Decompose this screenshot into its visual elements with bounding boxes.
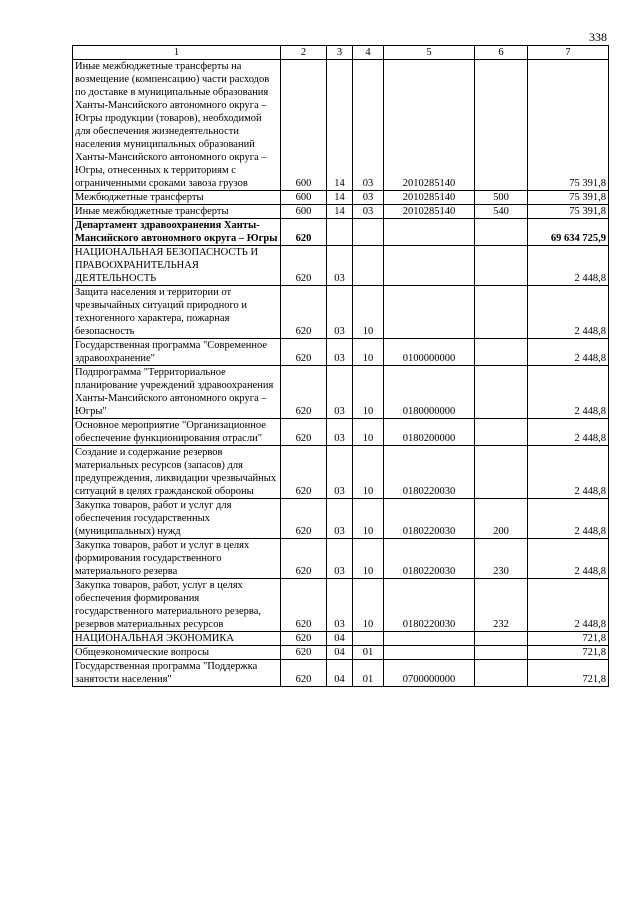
cell-subsection: 10 — [353, 579, 384, 632]
cell-expense-type — [475, 60, 528, 191]
cell-admin-code: 620 — [281, 646, 327, 660]
cell-target-article: 0100000000 — [384, 339, 475, 366]
table-row — [73, 646, 609, 660]
table-row — [73, 632, 609, 646]
cell-admin-code: 620 — [281, 286, 327, 339]
cell-target-article: 0180000000 — [384, 366, 475, 419]
cell-subsection: 10 — [353, 366, 384, 419]
cell-target-article: 2010285140 — [384, 205, 475, 219]
cell-amount: 2 448,8 — [528, 419, 609, 446]
cell-amount: 69 634 725,9 — [528, 219, 609, 246]
cell-target-article: 2010285140 — [384, 60, 475, 191]
cell-admin-code: 600 — [281, 205, 327, 219]
cell-amount: 2 448,8 — [528, 246, 609, 286]
cell-subsection: 10 — [353, 339, 384, 366]
cell-section: 03 — [327, 339, 353, 366]
cell-amount: 2 448,8 — [528, 339, 609, 366]
cell-amount: 2 448,8 — [528, 286, 609, 339]
cell-description: Закупка товаров, работ и услуг для обеспечения государственных (муниципальных) нужд — [73, 499, 281, 539]
cell-admin-code: 620 — [281, 219, 327, 246]
table-row — [73, 205, 609, 219]
cell-expense-type — [475, 446, 528, 499]
cell-expense-type — [475, 286, 528, 339]
cell-expense-type: 500 — [475, 191, 528, 205]
cell-expense-type — [475, 632, 528, 646]
table-row — [73, 366, 609, 419]
cell-section: 04 — [327, 660, 353, 687]
cell-section: 14 — [327, 205, 353, 219]
cell-target-article — [384, 286, 475, 339]
cell-target-article — [384, 219, 475, 246]
cell-admin-code: 620 — [281, 579, 327, 632]
cell-target-article — [384, 246, 475, 286]
cell-section: 03 — [327, 446, 353, 499]
cell-subsection: 10 — [353, 286, 384, 339]
cell-subsection: 10 — [353, 539, 384, 579]
cell-amount: 75 391,8 — [528, 191, 609, 205]
column-header-4: 4 — [353, 46, 384, 60]
cell-amount: 2 448,8 — [528, 579, 609, 632]
cell-admin-code: 620 — [281, 419, 327, 446]
column-header-1: 1 — [73, 46, 281, 60]
cell-target-article: 0180220030 — [384, 446, 475, 499]
cell-description: НАЦИОНАЛЬНАЯ ЭКОНОМИКА — [73, 632, 281, 646]
cell-description: Подпрограмма "Территориальное планирование учреждений здравоохранения Ханты-Мансийского автономного округа – Югры" — [73, 366, 281, 419]
cell-subsection: 03 — [353, 191, 384, 205]
cell-expense-type — [475, 339, 528, 366]
cell-subsection: 03 — [353, 60, 384, 191]
cell-expense-type — [475, 219, 528, 246]
cell-amount: 721,8 — [528, 632, 609, 646]
cell-description: Государственная программа "Современное здравоохранение" — [73, 339, 281, 366]
cell-amount: 75 391,8 — [528, 60, 609, 191]
cell-subsection: 10 — [353, 499, 384, 539]
cell-description: Создание и содержание резервов материальных ресурсов (запасов) для предупреждения, ликвидации чрезвычайных ситуаций в целях гражданской обороны — [73, 446, 281, 499]
cell-expense-type: 200 — [475, 499, 528, 539]
column-header-3: 3 — [327, 46, 353, 60]
cell-amount: 2 448,8 — [528, 499, 609, 539]
cell-description: Закупка товаров, работ, услуг в целях обеспечения формирования государственного материального резерва, резервов материальных ресурсов — [73, 579, 281, 632]
table-row — [73, 339, 609, 366]
cell-target-article: 0700000000 — [384, 660, 475, 687]
cell-target-article: 0180220030 — [384, 539, 475, 579]
cell-target-article: 0180220030 — [384, 499, 475, 539]
budget-table — [72, 45, 609, 687]
cell-subsection: 01 — [353, 660, 384, 687]
cell-admin-code: 620 — [281, 499, 327, 539]
table-row — [73, 579, 609, 632]
cell-description: Межбюджетные трансферты — [73, 191, 281, 205]
cell-expense-type — [475, 660, 528, 687]
table-row — [73, 246, 609, 286]
cell-subsection — [353, 632, 384, 646]
cell-section: 03 — [327, 539, 353, 579]
cell-subsection: 10 — [353, 446, 384, 499]
cell-expense-type — [475, 646, 528, 660]
cell-section: 14 — [327, 60, 353, 191]
cell-admin-code: 620 — [281, 539, 327, 579]
column-header-6: 6 — [475, 46, 528, 60]
cell-amount: 721,8 — [528, 660, 609, 687]
table-header-row — [73, 46, 609, 60]
cell-expense-type: 232 — [475, 579, 528, 632]
cell-section: 03 — [327, 579, 353, 632]
cell-description: Иные межбюджетные трансферты на возмещение (компенсацию) части расходов по доставке в муниципальные образования Ханты-Мансийского автономного округа – Югры продукции (товаров), необходимой для обеспечения жизнедеятельности населения муниципальных образований Ханты-Мансийского автономного округа – Югры, отнесенных к территориям с ограниченными сроками завоза грузов — [73, 60, 281, 191]
cell-description: Закупка товаров, работ и услуг в целях формирования государственного материального резерва — [73, 539, 281, 579]
cell-expense-type: 230 — [475, 539, 528, 579]
cell-subsection: 03 — [353, 205, 384, 219]
cell-admin-code: 600 — [281, 191, 327, 205]
cell-admin-code: 620 — [281, 246, 327, 286]
table-row — [73, 499, 609, 539]
table-row — [73, 419, 609, 446]
cell-subsection: 01 — [353, 646, 384, 660]
cell-expense-type — [475, 246, 528, 286]
cell-expense-type: 540 — [475, 205, 528, 219]
table-row — [73, 191, 609, 205]
cell-target-article: 2010285140 — [384, 191, 475, 205]
cell-section: 04 — [327, 646, 353, 660]
cell-description: Государственная программа "Поддержка занятости населения" — [73, 660, 281, 687]
cell-subsection — [353, 246, 384, 286]
column-header-2: 2 — [281, 46, 327, 60]
cell-section: 03 — [327, 286, 353, 339]
cell-description: Основное мероприятие "Организационное обеспечение функционирования отрасли" — [73, 419, 281, 446]
cell-admin-code: 600 — [281, 60, 327, 191]
table-body — [73, 60, 609, 687]
cell-admin-code: 620 — [281, 446, 327, 499]
cell-expense-type — [475, 366, 528, 419]
cell-amount: 75 391,8 — [528, 205, 609, 219]
cell-description: НАЦИОНАЛЬНАЯ БЕЗОПАСНОСТЬ И ПРАВООХРАНИТЕЛЬНАЯ ДЕЯТЕЛЬНОСТЬ — [73, 246, 281, 286]
table-row — [73, 219, 609, 246]
cell-expense-type — [475, 419, 528, 446]
cell-admin-code: 620 — [281, 660, 327, 687]
cell-section: 03 — [327, 499, 353, 539]
cell-target-article: 0180220030 — [384, 579, 475, 632]
cell-subsection: 10 — [353, 419, 384, 446]
cell-description: Защита населения и территории от чрезвычайных ситуаций природного и техногенного характера, пожарная безопасность — [73, 286, 281, 339]
cell-target-article — [384, 646, 475, 660]
column-header-7: 7 — [528, 46, 609, 60]
cell-section: 14 — [327, 191, 353, 205]
cell-description: Общеэкономические вопросы — [73, 646, 281, 660]
cell-target-article: 0180200000 — [384, 419, 475, 446]
cell-section: 03 — [327, 419, 353, 446]
cell-description: Департамент здравоохранения Ханты-Мансийского автономного округа – Югры — [73, 219, 281, 246]
column-header-5: 5 — [384, 46, 475, 60]
cell-section — [327, 219, 353, 246]
cell-target-article — [384, 632, 475, 646]
cell-section: 03 — [327, 246, 353, 286]
cell-amount: 721,8 — [528, 646, 609, 660]
cell-amount: 2 448,8 — [528, 539, 609, 579]
table-row — [73, 60, 609, 191]
table-row — [73, 446, 609, 499]
table-row — [73, 539, 609, 579]
cell-description: Иные межбюджетные трансферты — [73, 205, 281, 219]
cell-amount: 2 448,8 — [528, 366, 609, 419]
table-row — [73, 286, 609, 339]
cell-admin-code: 620 — [281, 632, 327, 646]
cell-admin-code: 620 — [281, 366, 327, 419]
page-number: 338 — [589, 30, 607, 44]
cell-admin-code: 620 — [281, 339, 327, 366]
table-row — [73, 660, 609, 687]
cell-section: 03 — [327, 366, 353, 419]
cell-section: 04 — [327, 632, 353, 646]
cell-subsection — [353, 219, 384, 246]
cell-amount: 2 448,8 — [528, 446, 609, 499]
